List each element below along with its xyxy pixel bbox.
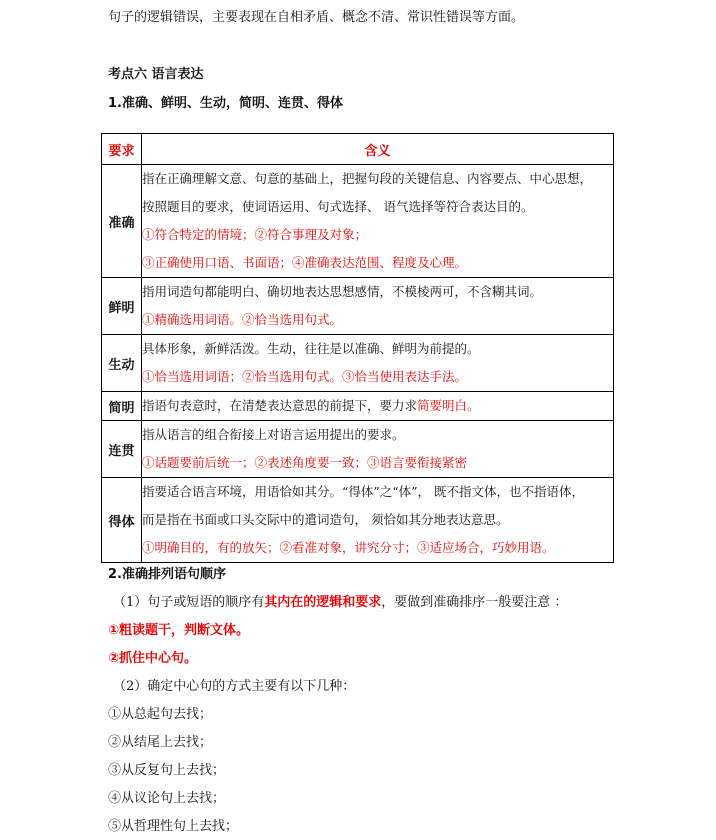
meaning-line bbox=[142, 478, 613, 506]
meaning-line bbox=[142, 249, 613, 277]
meaning-line bbox=[142, 534, 613, 562]
meaning-text: ①精确选用词语。②恰当选用句式。 bbox=[142, 312, 343, 327]
meaning-text: 而是指在书面或口头交际中的遣词造句， 须恰如其分地表达意思。 bbox=[142, 512, 509, 527]
table-row bbox=[102, 421, 614, 478]
section-title: 考点六 语言表达 bbox=[108, 67, 204, 82]
expression-requirements-table bbox=[101, 133, 614, 563]
requirement-term: 准确 bbox=[102, 165, 142, 278]
header-meaning: 含义 bbox=[142, 134, 614, 165]
table-row bbox=[102, 335, 614, 392]
paragraph-1 bbox=[113, 594, 567, 612]
table-row bbox=[102, 165, 614, 278]
meaning-line bbox=[142, 165, 613, 193]
subsection-title: 1.准确、鲜明、生动，简明、连贯、得体 bbox=[108, 96, 343, 111]
meaning-line bbox=[142, 193, 613, 221]
meaning-text: 具体形象，新鲜活泼。生动，往往是以准确、鲜明为前提的。 bbox=[142, 341, 480, 356]
requirement-meaning bbox=[142, 335, 614, 392]
meaning-text: 指要适合语言环境，用语恰如其分。“得体”之“体”， 既不指文体，也不指语体， bbox=[142, 484, 585, 499]
meaning-text: ①恰当选用词语；②恰当选用句式。③恰当使用表达手法。 bbox=[142, 369, 468, 384]
header-requirement: 要求 bbox=[102, 134, 142, 165]
requirement-term: 简明 bbox=[102, 392, 142, 421]
meaning-highlight: 简要明白。 bbox=[417, 398, 480, 413]
meaning-line bbox=[142, 421, 613, 449]
requirement-meaning bbox=[142, 278, 614, 335]
meaning-line bbox=[142, 506, 613, 534]
tip-2: ②抓住中心句。 bbox=[108, 651, 198, 666]
table-row bbox=[102, 478, 614, 563]
intro-line: 句子的逻辑错误，主要表现在自相矛盾、概念不清、常识性错误等方面。 bbox=[108, 10, 525, 25]
method-item: ④从议论句上去找； bbox=[108, 791, 226, 806]
meaning-text: 指从语言的组合衔接上对语言运用提出的要求。 bbox=[142, 427, 405, 442]
method-item: ①从总起句去找； bbox=[108, 707, 213, 722]
meaning-line bbox=[142, 363, 613, 391]
table-body bbox=[102, 165, 614, 563]
subsection-title-2: 2.准确排列语句顺序 bbox=[108, 567, 226, 582]
meaning-text: 指在正确理解文意、句意的基础上，把握句段的关键信息、内容要点、中心思想， bbox=[142, 171, 593, 186]
meaning-text: 指语句表意时，在清楚表达意思的前提下，要力求 bbox=[142, 398, 418, 413]
meaning-text: ③正确使用口语、书面语；④准确表达范围、程度及心理。 bbox=[142, 255, 468, 270]
paragraph-1-emphasis: 其内在的逻辑和要求 bbox=[264, 595, 382, 610]
method-item: ③从反复句上去找； bbox=[108, 763, 226, 778]
meaning-text: ①话题要前后统一；②表述角度要一致；③语言要衔接紧密 bbox=[142, 455, 468, 470]
paragraph-1-start: （1）句子或短语的顺序有 bbox=[113, 595, 265, 610]
paragraph-1-end: ，要做到准确排序一般要注意 ： bbox=[381, 595, 568, 610]
meaning-line bbox=[142, 392, 613, 420]
requirement-term: 鲜明 bbox=[102, 278, 142, 335]
paragraph-2: （2）确定中心句的方式主要有以下几种： bbox=[113, 679, 356, 694]
tip-1: ①粗读题干，判断文体。 bbox=[108, 623, 250, 638]
table-row bbox=[102, 278, 614, 335]
requirement-meaning bbox=[142, 165, 614, 278]
meaning-line bbox=[142, 449, 613, 477]
requirement-term: 生动 bbox=[102, 335, 142, 392]
meaning-line bbox=[142, 221, 613, 249]
requirement-meaning bbox=[142, 392, 614, 421]
meaning-text: ①明确目的，有的放矢；②看准对象，讲究分寸；③适应场合，巧妙用语。 bbox=[142, 540, 555, 555]
requirement-meaning bbox=[142, 421, 614, 478]
requirement-term: 连贯 bbox=[102, 421, 142, 478]
method-item: ⑤从哲理性句上去找； bbox=[108, 819, 239, 834]
meaning-text: ①符合特定的情境；②符合事理及对象； bbox=[142, 227, 368, 242]
meaning-line bbox=[142, 278, 613, 306]
meaning-text: 指用词造句都能明白、确切地表达思想感情，不模棱两可，不含糊其词。 bbox=[142, 284, 543, 299]
meaning-text: 按照题目的要求，使词语运用、句式选择、 语气选择等符合表达目的。 bbox=[142, 199, 534, 214]
table-row bbox=[102, 392, 614, 421]
method-item: ②从结尾上去找； bbox=[108, 735, 213, 750]
table-header-row bbox=[102, 134, 614, 165]
meaning-line bbox=[142, 335, 613, 363]
meaning-line bbox=[142, 306, 613, 334]
requirement-meaning bbox=[142, 478, 614, 563]
requirement-term: 得体 bbox=[102, 478, 142, 563]
